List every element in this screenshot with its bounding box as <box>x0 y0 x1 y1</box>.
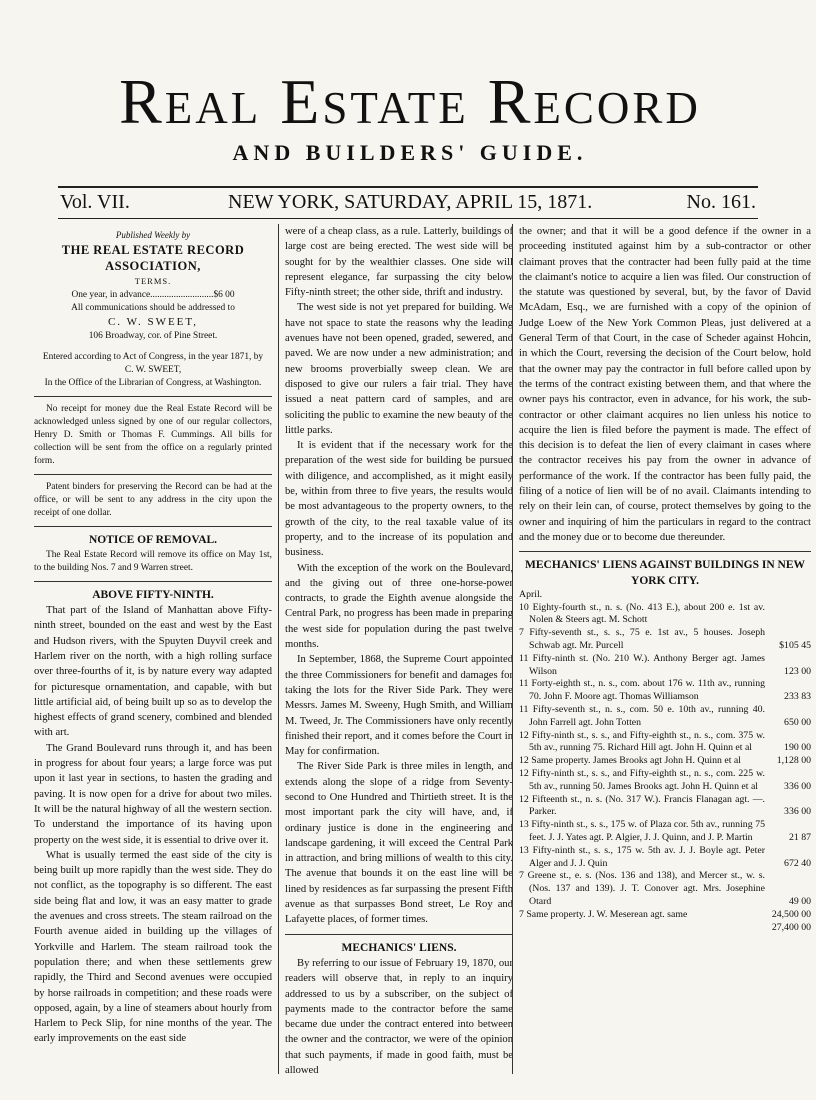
issue-number: No. 161. <box>686 191 756 213</box>
publisher-name: THE REAL ESTATE RECORD ASSOCIATION, <box>61 243 245 273</box>
lien-description: 7 Same property. J. W. Meserean agt. same <box>519 908 688 920</box>
lien-entry <box>519 704 811 730</box>
liens-list <box>519 589 811 935</box>
lien-amount: 672 40 <box>784 857 811 869</box>
lien-description: 10 Eighty-fourth st., n. s. (No. 413 E.), about 200 e. 1st av. Nolen & Steers agt. M. Schott <box>519 601 765 626</box>
masthead-title: Real Estate Record <box>119 66 701 137</box>
lien-description: 12 Fifty-ninth st., s. s., and Fifty-eighth st., n. s., com. 375 w. 5th av., running 75. Richard Hill agt. John H. Quinn et al <box>519 729 765 754</box>
lien-description: 13 Fifty-ninth st., s. s., 175 w. of Plaza cor. 5th av., running 75 feet. J. J. Yates agt. P. Algier, J. J. Quinn, and J. P. Martin <box>519 819 765 843</box>
copyright-line: Entered according to Act of Congress, in the year 1871, by <box>42 352 264 363</box>
divider <box>285 934 513 935</box>
removal-notice: The Real Estate Record will remove its office on May 1st, to the building Nos. 7 and 9 Warren street. <box>34 549 272 573</box>
published-by: Published Weekly by <box>115 230 191 240</box>
lien-entry <box>519 602 811 628</box>
lien-entry <box>519 845 811 871</box>
lien-description <box>519 922 765 935</box>
divider <box>34 581 272 582</box>
column-1 <box>34 224 272 1047</box>
article-paragraph: By referring to our issue of February 19, 1870, our readers will observe that, in reply to an inquiry addressed to us by a subscriber, on the subject of payments made to the contractor before the same became due under the contract entered into between the owner and the contractor, we were of the opinion that such payments, if made in good faith, must be allowed <box>285 957 513 1077</box>
lien-amount: 21 87 <box>788 831 811 843</box>
lien-entry <box>519 909 811 922</box>
lien-rows <box>519 602 811 935</box>
lien-description: 13 Fifty-ninth st., s. s., 175 w. 5th av. J. J. Boyle agt. Peter Alger and J. J. Quin <box>519 844 765 869</box>
divider <box>34 396 272 397</box>
lien-entry <box>519 768 811 794</box>
lien-amount: 123 00 <box>784 665 811 677</box>
divider <box>519 551 811 552</box>
article-paragraph: In September, 1868, the Supreme Court appointed the three Commissioners for benefit and damages for taking the lots for the River Side Park. They were Messrs. James M. Sweeny, Hugh Smith, and William M. Tweed, Jr. The Commissioners have only recently finished their report, and it comes before the Court in May for confirmation. <box>285 654 513 758</box>
lien-description: 11 Fifty-ninth st. (No. 210 W.). Anthony Berger agt. James Wilson <box>519 652 765 677</box>
lien-amount: 190 00 <box>784 742 811 754</box>
article-paragraph: The west side is not yet prepared for building. We have not space to state the reasons why the leading avenues have not been opened, graded, sewered, and paved. We are now under a new administration; and new brooms proverbially sweep clean. We are disposed to give our rulers a fair trial. They have issued a neat pattern card of samples, and are soliciting the public to examine the new beauty of the little parks. <box>285 302 513 436</box>
lien-description: 12 Same property. James Brooks agt John H. Quinn et al <box>519 755 741 767</box>
article-paragraph: It is evident that if the necessary work for the preparation of the west side for building be pursued with diligence, and accomplished, as it might easily be, within from three to five years, the results would be most advantageous to the property owners, to the growth of the city, to the real taxable value of its property, and to the increase of its population and business. <box>285 440 513 559</box>
lien-entry <box>519 678 811 704</box>
copyright-name: C. W. SWEET, <box>124 365 182 376</box>
lien-amount: 49 00 <box>788 895 811 907</box>
copyright-office: In the Office of the Librarian of Congress, at Washington. <box>44 378 262 389</box>
lien-amount: 233 83 <box>784 691 811 703</box>
lien-description: 7 Fifty-seventh st., s. s., 75 e. 1st av., 5 houses. Joseph Schwab agt. Mr. Purcell <box>519 627 765 652</box>
lien-amount: 27,400 00 <box>771 921 811 933</box>
article-paragraph: the owner; and that it will be a good defence if the owner in a proceeding instituted against him by a sub-contractor or other claimant proves that the contracter had been fully paid at the time the claimant's notice to acquire a lien was filed. Our construction of the statute was questioned by several, but, by the favor of David McAdam, Esq., we are furnished with a copy of the opinion of Judge Loew of the New York Common Pleas, just delivered at a General Term of that Court, in the case of Scheder against Hohcin, in which the Court, reversing the decision of the Court below, hold that the owner may pay the contractor in full before called upon by the terms of the contract existing between them, and that where the owner pays his contractor, even in advance, for his work, the sub-contractor or other claimant acquires no lien unless his notice to acquire the lien is filed before the payment is made. The effect of this decision is to defeat the lien of every claimant in cases where the contractor receives his pay from the owner in advance of performance of the work. If the contractor has been fully paid, the filing of a notice of lien will be of no avail. Claimants intending to rely on their lein can, of course, protect themselves by going to the owner and inquiring of him the particulars in regard to the contract and the money due or to become due thereunder. <box>519 226 811 543</box>
lien-description: 12 Fifty-ninth st., s. s., and Fifty-eighth st., n. s., com. 225 w. 5th av., running 50. James Brooks agt. John H. Quinn et al <box>519 767 765 792</box>
issue-date: NEW YORK, SATURDAY, APRIL 15, 1871. <box>228 191 593 213</box>
lien-entry <box>519 870 811 908</box>
lien-amount: 24,500 00 <box>771 908 811 920</box>
lien-entry <box>519 730 811 756</box>
article-paragraph: The River Side Park is three miles in length, and extends along the slope of a ridge from Seventy-second to One Hundred and Thirtieth street. It is the most important park the city will have, and, if ordinary justice is done in the engineering and landscape gardening, it will exceed the Central Park in attraction, and bring millions of wealth to this city. The avenue that bounds it on the east line will be lined by residences as far surpassing the present Fifth avenue as that surpasses Bond street, Le Roy and Lafayette places, of former times. <box>285 761 513 926</box>
lien-entry <box>519 819 811 845</box>
lien-entry <box>519 755 811 768</box>
volume: Vol. VII. <box>60 191 130 213</box>
lien-description: 11 Fifty-seventh st., n. s., com. 50 e. 10th av., running 40. John Farrell agt. John Totten <box>519 704 765 728</box>
divider <box>34 526 272 527</box>
removal-heading: NOTICE OF REMOVAL. <box>88 534 218 547</box>
subscription-price: One year, in advance...........................$6 00 <box>71 290 235 301</box>
lien-amount: 650 00 <box>784 716 811 728</box>
publisher-street: 106 Broadway, cor. of Pine Street. <box>88 331 218 342</box>
article-paragraph: With the exception of the work on the Boulevard, and the giving out of three one-horse-power contracts, to grade the Eighth avenue alongside the Central Park, no progress has been made in preparing the west side for population during the past twelve months. <box>285 562 513 651</box>
lien-amount: $105 45 <box>779 640 811 652</box>
article-paragraph: The Grand Boulevard runs through it, and has been in progress for about four years; a large force was put upon it last year in sections, to hasten the grading and paving. It is now open for a drive for about two miles. It will be the natural highway of all the western section. To understand the importance of its having upon property on the west side, it is essential to drive over it. <box>34 742 272 846</box>
lien-entry <box>519 627 811 653</box>
binders-notice: Patent binders for preserving the Record can be had at the office, or will be sent to any address in the city upon the receipt of one dollar. <box>34 482 272 519</box>
article-paragraph: were of a cheap class, as a rule. Latterly, buildings of large cost are being erected. The west side will be sought for by the wealthier classes. One side will represent elegance, far surpassing the city below Fifty-ninth street; the other side, thrift and industry. <box>285 226 513 299</box>
lien-entry <box>519 922 811 935</box>
lien-description: 12 Fifteenth st., n. s. (No. 317 W.). Francis Flanagan agt. —. Parker. <box>519 793 765 818</box>
lien-entry <box>519 653 811 679</box>
masthead <box>60 66 760 166</box>
lien-amount: 1,128 00 <box>776 755 811 767</box>
lien-description: 11 Forty-eighth st., n. s., com. about 176 w. 11th av., running 70. John F. Moore agt. Thomas Williamson <box>519 678 765 703</box>
article-heading: ABOVE FIFTY-NINTH. <box>92 588 214 601</box>
dateline <box>58 186 758 219</box>
liens-heading: MECHANICS' LIENS. <box>341 941 457 954</box>
terms-heading: TERMS. <box>134 275 172 286</box>
column-2 <box>278 224 513 1077</box>
liens-list-heading: MECHANICS' LIENS AGAINST BUILDINGS IN NEW YORK CITY. <box>524 559 805 587</box>
receipt-notice: No receipt for money due the Real Estate Record will be acknowledged unless signed by one of our regular collectors, Henry D. Smith or Thomas F. Cummings. All bills for collection will be sent from the office on a regularly printed form. <box>34 404 272 467</box>
divider <box>34 474 272 475</box>
article-paragraph: What is usually termed the east side of the city is being built up more rapidly than the west side. They do not conflict, as the topography is so different. The east side being flat and low, it was an easy matter to grade the avenues and cross streets. The steam railroad on the Fourth avenue aided in building up the villages of Yorkville and Harlem. The steam railroad took the population there; and when these settlements grew rapidly, the Third and Second avenues were occupied by horse railroads in competition; and these roads were opposed, again, by a line of steamers about hourly from Harlem to Peck Slip, for nine months of the year. The early improvements on the east side <box>34 849 272 1045</box>
lien-description: 7 Greene st., e. s. (Nos. 136 and 138), and Mercer st., w. s. (Nos. 137 and 139). J. T. Conover agt. Mrs. Josephine Otard <box>519 870 765 907</box>
lien-amount: 336 00 <box>784 806 811 818</box>
article-paragraph: That part of the Island of Manhattan above Fifty-ninth street, bounded on the east and west by the East and Hudson rivers, with the Spuyten Duyvil creek and Harlem river on the north, with a high rolling surface over three-fourths of it, is by nature every way adapted for picturesque ornamentation, and capable, with but little artificial aid, of being built up so as to develop the highest effects of grand scenery, combined and blended with art. <box>34 605 272 739</box>
lien-entry <box>519 794 811 820</box>
masthead-subtitle: AND BUILDERS' GUIDE. <box>232 140 588 165</box>
lien-amount: 336 00 <box>784 780 811 792</box>
liens-month: April. <box>519 588 543 600</box>
column-3 <box>512 224 811 1074</box>
address-line: All communications should be addressed to <box>71 303 235 314</box>
publisher-contact: C. W. SWEET, <box>107 316 199 329</box>
